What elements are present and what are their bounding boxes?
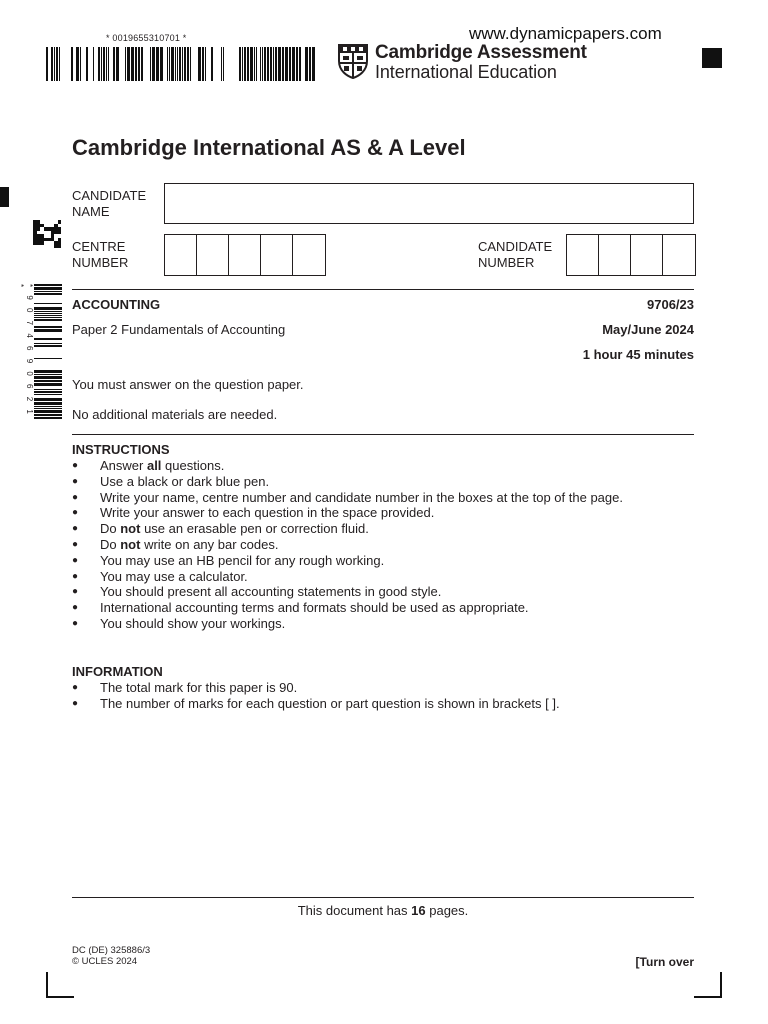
instruction-text: questions. [161,458,225,473]
barcode-bar [34,305,62,306]
barcode-bar [202,47,204,81]
barcode-bar [34,317,62,318]
barcode-bar [54,47,55,81]
barcode-bar [34,364,62,366]
barcode-bar [59,47,60,81]
instruction-text: Do [100,536,121,552]
information-item [72,696,560,712]
divider [72,289,694,290]
vertical-barcode [32,284,62,424]
barcode-bar [275,47,277,81]
barcode-bar [98,47,100,81]
instructions-list [72,458,623,632]
barcode-bar [156,47,159,81]
barcode-bar [34,358,62,359]
barcode-bar [34,414,62,416]
instruction-emphasis: all [146,458,162,473]
barcode-bar [223,47,224,81]
instruction-text: Do [100,521,121,537]
barcode-bar [184,47,186,81]
instruction-item [72,537,623,553]
candidate-number-field[interactable] [566,234,696,276]
qr-module [58,245,62,249]
barcode-bar [309,47,311,81]
barcode-bar [160,47,163,81]
barcode-bar [110,47,112,81]
barcode-bar [231,47,232,81]
barcode-bar [34,291,62,292]
barcode-bar [296,47,298,81]
watermark-url[interactable]: www.dynamicpapers.com [469,24,662,43]
page-count-post: pages. [425,903,469,918]
barcode-bar [34,296,62,298]
barcode-bar [233,47,235,81]
barcode-bar [256,47,257,81]
digit-box[interactable] [165,235,197,275]
exam-session: May/June 2024 [602,322,694,337]
digit-box[interactable] [663,235,695,275]
barcode-bar [258,47,259,81]
instruction-item [72,505,623,521]
instruction-item [72,474,623,490]
barcode-bar [278,47,281,81]
registration-mark [702,48,722,68]
instructions-heading: INSTRUCTIONS [72,442,170,457]
barcode-bar [64,47,66,81]
barcode-bar [34,394,62,395]
digit-box[interactable] [631,235,663,275]
instruction-item [72,600,623,616]
instruction-text: You should present all accounting statements in good style. [100,584,442,600]
centre-number-field[interactable] [164,234,326,276]
page-count: 16 [411,903,426,918]
barcode-bar [34,383,62,386]
digit-box[interactable] [293,235,325,275]
barcode-bar [34,398,62,401]
information-heading: INFORMATION [72,664,163,679]
paper-code: 9706/23 [647,297,694,312]
barcode-bar [225,47,226,81]
cambridge-shield-icon [337,43,369,79]
barcode-bar [34,343,62,344]
barcode-bar [101,47,102,81]
barcode-bar [34,402,62,405]
instruction-text: You may use a calculator. [100,568,248,584]
barcode-bar [34,408,62,409]
barcode-bar [260,47,261,81]
barcode-bar [103,47,105,81]
barcode-bar [244,47,246,81]
instruction-text: Write your name, centre number and candidate number in the boxes at the top of the page. [100,489,623,505]
barcode-bar [242,47,243,81]
barcode-bar [125,47,126,81]
barcode [46,47,320,81]
instruction-item [72,521,623,537]
barcode-bar [187,47,189,81]
barcode-bar [167,47,168,81]
instruction-item [72,458,623,474]
barcode-bar [312,47,315,81]
barcode-bar [34,410,62,413]
barcode-bar [227,47,230,81]
barcode-bar [34,345,62,347]
barcode-bar [214,47,217,81]
digit-box[interactable] [261,235,293,275]
barcode-bar [34,315,62,316]
barcode-bar [254,47,255,81]
divider [72,434,694,435]
barcode-bar [34,396,62,397]
barcode-bar [152,47,155,81]
instruction-text: Write your answer to each question in the space provided. [100,505,435,521]
digit-box[interactable] [229,235,261,275]
materials-note: You must answer on the question paper. [72,377,304,392]
barcode-bar [192,47,195,81]
barcode-bar [169,47,170,81]
barcode-bar [46,47,48,81]
instruction-text: Use a black or dark blue pen. [100,473,270,489]
barcode-bar [209,47,210,81]
barcode-bar [34,338,62,340]
barcode-bar [74,47,75,81]
barcode-bar [218,47,220,81]
barcode-bar [150,47,151,81]
page-count-note [72,903,694,918]
barcode-bar [34,376,62,379]
barcode-bar [221,47,222,81]
barcode-bar [51,47,53,81]
instruction-text: write on any bar codes. [140,536,279,552]
barcode-bar [34,303,62,304]
document-code: DC (DE) 325886/3 [72,945,151,956]
candidate-name-label: CANDIDATE NAME [72,188,147,219]
barcode-bar [127,47,130,81]
barcode-bar [177,47,178,81]
exam-duration: 1 hour 45 minutes [582,347,694,362]
page-count-pre: This document has [297,903,412,918]
barcode-bar [34,313,62,314]
barcode-bar [34,387,62,388]
barcode-bar [135,47,137,81]
instruction-text: You should show your workings. [100,615,286,631]
instruction-emphasis: not [120,521,141,537]
barcode-bar [205,47,206,81]
candidate-number-label: CANDIDATE NUMBER [478,239,553,270]
barcode-bar [34,389,62,390]
information-item [72,680,560,696]
instruction-emphasis: not [120,536,141,552]
instruction-item [72,584,623,600]
centre-number-label: CENTRE NUMBER [72,239,129,270]
barcode-bar [34,319,62,321]
barcode-bar [250,47,253,81]
instruction-item [72,490,623,506]
barcode-bar [34,326,62,328]
paper-title: Paper 2 Fundamentals of Accounting [72,322,286,337]
barcode-bar [171,47,174,81]
crop-mark [46,996,74,998]
instruction-item [72,616,623,632]
barcode-bar [207,47,208,81]
copyright: © UCLES 2024 [72,956,138,967]
barcode-bar [86,47,88,81]
barcode-bar [95,47,97,81]
turn-over: [Turn over [635,955,694,969]
vertical-barcode-number: * 9 0 7 4 6 9 0 6 2 1 * [16,284,34,417]
barcode-bar [34,370,62,373]
barcode-bar [116,47,119,81]
barcode-bar [289,47,291,81]
barcode-bar [113,47,115,81]
crop-mark [46,972,48,998]
instruction-text: Answer [100,458,147,473]
information-list [72,680,560,712]
digit-box[interactable] [197,235,229,275]
instruction-item [72,553,623,569]
barcode-bar [302,47,304,81]
barcode-bar [270,47,272,81]
barcode-bar [34,391,62,393]
instruction-text: use an erasable pen or correction fluid. [140,521,369,537]
barcode-bar [34,348,62,351]
barcode-bar [34,307,62,310]
barcode-number: * 0019655310701 * [106,33,187,43]
barcode-bar [138,47,140,81]
subject: ACCOUNTING [72,297,161,312]
barcode-bar [262,47,263,81]
divider [72,897,694,898]
barcode-bar [34,352,62,354]
barcode-bar [175,47,176,81]
barcode-bar [182,47,183,81]
materials-note: No additional materials are needed. [72,407,278,422]
barcode-bar [34,293,62,295]
barcode-bar [198,47,201,81]
barcode-bar [80,47,81,81]
barcode-bar [34,374,62,375]
barcode-bar [146,47,149,81]
instruction-text: International accounting terms and formats should be used as appropriate. [100,600,529,616]
barcode-bar [34,329,62,332]
barcode-bar [89,47,92,81]
barcode-bar [34,341,62,342]
barcode-bar [34,284,62,286]
information-text: The number of marks for each question or part question is shown in brackets [ ]. [100,695,560,711]
barcode-bar [196,47,197,81]
barcode-bar [141,47,143,81]
registration-tick [0,187,9,207]
barcode-bar [34,311,62,312]
digit-box[interactable] [599,235,631,275]
barcode-bar [239,47,241,81]
barcode-bar [292,47,295,81]
barcode-bar [34,322,62,325]
barcode-bar [34,333,62,334]
crop-mark [694,996,722,998]
barcode-bar [299,47,301,81]
candidate-name-field[interactable] [164,183,694,224]
barcode-bar [49,47,50,81]
footer-codes [72,945,150,967]
barcode-bar [67,47,70,81]
barcode-bar [71,47,73,81]
barcode-bar [56,47,58,81]
barcode-bar [34,287,62,290]
instruction-item [72,569,623,585]
barcode-bar [211,47,213,81]
barcode-bar [122,47,124,81]
barcode-bar [247,47,249,81]
barcode-bar [34,417,62,419]
barcode-bar [120,47,121,81]
barcode-bar [34,299,62,302]
barcode-bar [93,47,94,81]
barcode-bar [273,47,274,81]
barcode-bar [144,47,145,81]
org-name-line1: Cambridge Assessment [375,42,587,63]
barcode-bar [106,47,107,81]
barcode-bar [267,47,269,81]
barcode-bar [34,406,62,407]
barcode-bar [179,47,181,81]
barcode-bar [131,47,134,81]
digit-box[interactable] [567,235,599,275]
instruction-text: You may use an HB pencil for any rough working. [100,552,385,568]
barcode-bar [108,47,109,81]
barcode-bar [82,47,85,81]
barcode-bar [305,47,308,81]
barcode-bar [282,47,284,81]
barcode-bar [264,47,266,81]
barcode-bar [190,47,191,81]
barcode-bar [285,47,288,81]
barcode-bar [34,380,62,382]
barcode-bar [34,360,62,363]
barcode-bar [34,355,62,357]
org-name-line2: International Education [375,62,557,82]
barcode-bar [236,47,238,81]
barcode-bar [164,47,166,81]
barcode-bar [34,367,62,369]
qualification-title: Cambridge International AS & A Level [72,135,466,160]
qr-code [33,220,61,248]
barcode-bar [34,335,62,337]
information-text: The total mark for this paper is 90. [100,680,298,695]
crop-mark [720,972,722,998]
barcode-bar [61,47,63,81]
barcode-bar [76,47,79,81]
